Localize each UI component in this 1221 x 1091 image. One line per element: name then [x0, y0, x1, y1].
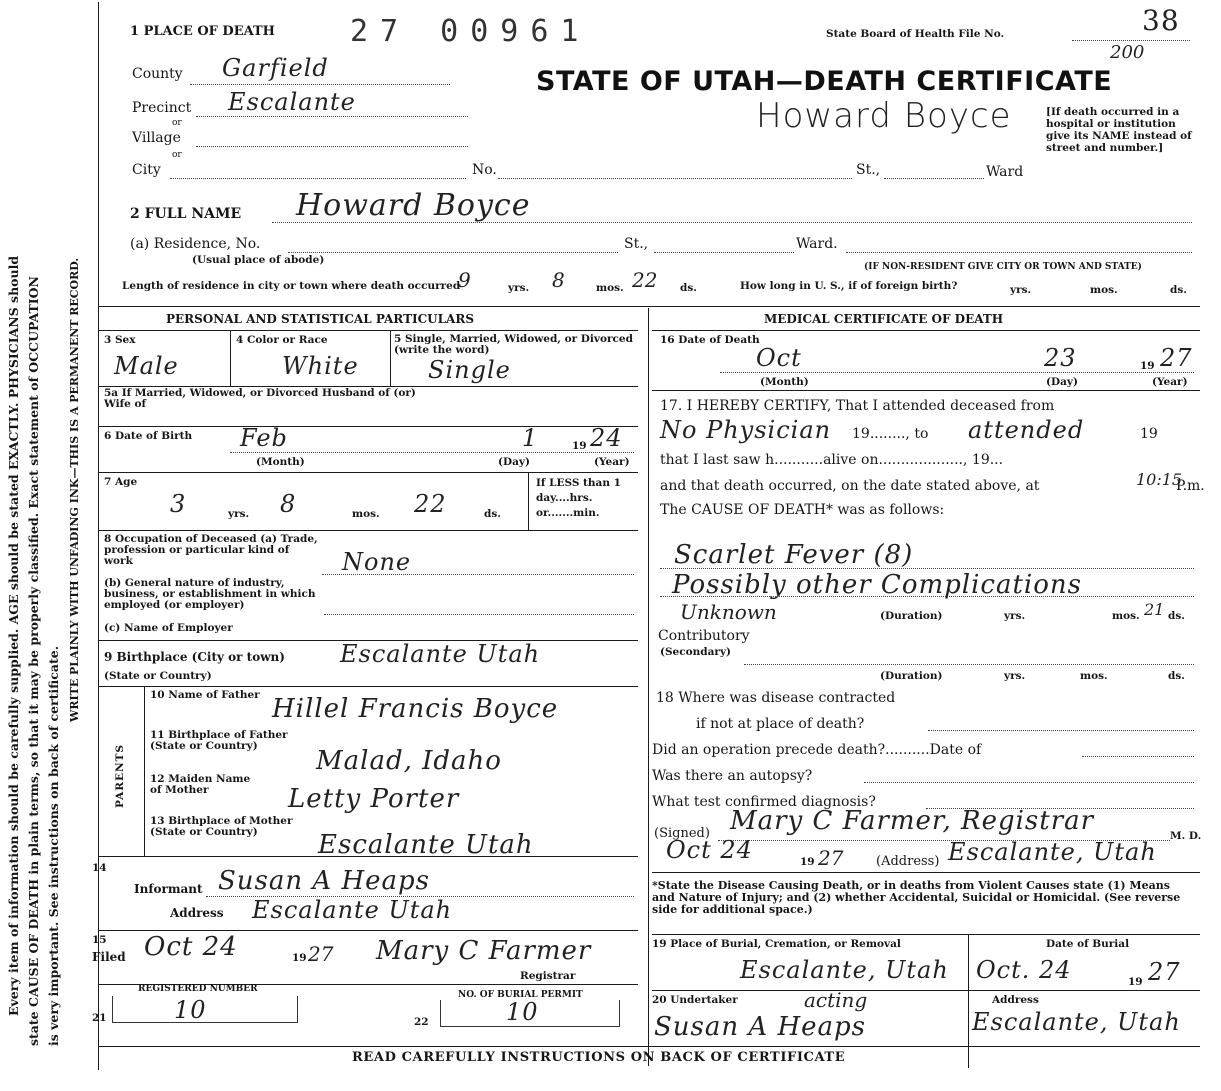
cause-2: Possibly other Complications	[672, 570, 1082, 600]
sex-label: 3 Sex	[104, 334, 136, 346]
city-line	[170, 178, 466, 179]
autopsy-label: Was there an autopsy?	[652, 768, 813, 784]
file-no-extra: 200	[1110, 42, 1145, 63]
length-yrs: 9	[458, 268, 471, 292]
footer-instructions: READ CAREFULLY INSTRUCTIONS ON BACK OF CERTIFICATE	[352, 1050, 846, 1065]
contributory-label: Contributory	[658, 628, 750, 644]
duration-mos-1: mos.	[1112, 610, 1140, 622]
death-date-line	[720, 372, 1194, 373]
duration-yrs-2: yrs.	[1004, 670, 1026, 682]
rule-after-date-of-death	[652, 390, 1200, 391]
informant-address: Escalante Utah	[252, 896, 453, 924]
mother-value: Letty Porter	[288, 784, 460, 814]
age-yrs: 3	[170, 490, 187, 518]
us-residence-label: How long in U. S., if of foreign birth?	[740, 280, 958, 292]
village-line	[196, 146, 468, 147]
filed-year-prefix: 19	[292, 952, 307, 964]
or-label-2: or	[172, 150, 182, 160]
residence-ward-label: Ward.	[796, 236, 838, 252]
registrar-label: Registrar	[520, 970, 576, 982]
medical-section-title: MEDICAL CERTIFICATE OF DEATH	[764, 312, 1004, 326]
color-marital-divider	[390, 330, 391, 386]
if-not-line	[928, 730, 1194, 731]
duration-ds-1: ds.	[1168, 610, 1185, 622]
state-country-label: (State or Country)	[104, 670, 212, 682]
color-label: 4 Color or Race	[236, 334, 328, 346]
informant-value: Susan A Heaps	[218, 866, 430, 896]
certificate-title: STATE OF UTAH—DEATH CERTIFICATE	[536, 66, 1113, 97]
where-contracted-label: 18 Where was disease contracted	[656, 690, 896, 706]
death-day: 23	[1044, 344, 1077, 372]
burial-date-label: Date of Burial	[1046, 938, 1130, 950]
residence-st-label: St.,	[624, 236, 649, 252]
side-note-line-2: state CAUSE OF DEATH in plain terms, so that it may be properly classified. Exact statement of OCCUPATION	[26, 276, 41, 1046]
full-name-value: Howard Boyce	[296, 188, 531, 223]
age-ds-label: ds.	[484, 508, 501, 520]
section-title-rule-left	[98, 330, 638, 331]
footnote: *State the Disease Causing Death, or in deaths from Violent Causes state (1) Means and Nature of Injury; and (2) whether Accidental, Suicidal or Homicidal. (See reverse side for additional space.)	[652, 879, 1181, 916]
filed-registrar: Mary C Farmer	[376, 936, 592, 966]
signed-label: (Signed)	[654, 826, 710, 841]
dob-label: 6 Date of Birth	[104, 430, 193, 442]
rule-after-dob	[98, 472, 638, 473]
duration-ds-2: ds.	[1168, 670, 1185, 682]
spouse-label: 5a If Married, Widowed, or Divorced Husband of (or) Wife of	[104, 387, 416, 410]
header-bottom-rule	[98, 306, 1200, 307]
rule-before-footnote	[652, 872, 1200, 873]
rule-after-age	[98, 530, 638, 531]
age-label: 7 Age	[104, 476, 138, 488]
hospital-note: [If death occurred in a hospital or institution give its NAME instead of street and number.]	[1046, 106, 1192, 154]
signed-date: Oct 24	[666, 836, 753, 864]
county-label: County	[132, 66, 183, 82]
registered-number-label: REGISTERED NUMBER	[138, 984, 258, 994]
death-year: 27	[1160, 344, 1193, 372]
duration-yrs-1: yrs.	[1004, 610, 1026, 622]
rule-after-informant	[98, 930, 638, 931]
precinct-value: Escalante	[228, 88, 356, 116]
age-lessthan-divider	[528, 472, 529, 530]
undertaker-acting: acting	[804, 988, 868, 1012]
industry-line	[324, 614, 634, 615]
city-ward-label: Ward	[986, 164, 1024, 180]
signed-address: Escalante, Utah	[948, 838, 1157, 866]
undertaker-address-label: Address	[992, 994, 1039, 1006]
informant-address-label: Address	[170, 906, 224, 920]
filed-year: 27	[308, 942, 334, 966]
operation-label: Did an operation precede death?..........Date of	[652, 742, 982, 758]
state-board-file-no: 38	[1142, 4, 1180, 37]
registered-number: 10	[174, 996, 207, 1024]
duration-label-2: (Duration)	[880, 670, 943, 682]
death-year-prefix: 19	[1140, 360, 1155, 372]
side-note-margin: WRITE PLAINLY WITH UNFADING INK—THIS IS A PERMANENT RECORD.	[68, 257, 81, 722]
city-st-line	[884, 178, 984, 179]
burial-place-label: 19 Place of Burial, Cremation, or Removal	[652, 938, 901, 950]
sex-color-divider	[230, 330, 231, 386]
dob-month: Feb	[240, 424, 288, 452]
test-label: What test confirmed diagnosis?	[652, 794, 876, 810]
burial-year: 27	[1148, 958, 1181, 986]
cause-2-line	[660, 596, 1194, 597]
rule-after-spouse	[98, 426, 638, 427]
dob-month-label: (Month)	[256, 456, 305, 468]
dob-year-label: (Year)	[594, 456, 630, 468]
signed-value: Mary C Farmer, Registrar	[730, 806, 1095, 836]
residence-st-line	[654, 252, 794, 253]
filed-label: Filed	[92, 950, 126, 964]
age-yrs-label: yrs.	[228, 508, 250, 520]
filed-month-day: Oct 24	[144, 932, 238, 962]
left-border	[98, 2, 99, 1070]
us-ds-label: ds.	[1170, 284, 1187, 296]
side-note-line-3: is very important. See instructions on back of certificate.	[46, 645, 61, 1046]
marital-value: Single	[428, 356, 511, 384]
usual-abode-label: (Usual place of abode)	[192, 254, 325, 266]
undertaker-address: Escalante, Utah	[972, 1008, 1181, 1036]
village-label: Village	[132, 130, 181, 146]
parents-divider	[144, 686, 145, 856]
death-time: 10:15	[1136, 470, 1183, 489]
precinct-line	[196, 116, 468, 117]
or-label-1: or	[172, 118, 182, 128]
burial-year-prefix: 19	[1128, 976, 1143, 988]
section-title-rule-right	[652, 330, 1200, 331]
city-st-label: St.,	[856, 162, 881, 178]
duration-mos-value: 21	[1144, 600, 1165, 619]
nonresident-note: (IF NON-RESIDENT GIVE CITY OR TOWN AND STATE)	[864, 262, 1142, 272]
burial-date-divider	[968, 934, 969, 1068]
burial-permit: 10	[506, 998, 539, 1026]
industry-label: (b) General nature of industry, business, or establishment in which employed (or employer)	[104, 577, 316, 611]
age-mos: 8	[280, 490, 297, 518]
state-board-label: State Board of Health File No.	[826, 28, 1005, 40]
dob-line	[230, 452, 634, 453]
burial-place: Escalante, Utah	[740, 956, 949, 984]
death-month: Oct	[756, 344, 802, 372]
city-no-line	[498, 178, 852, 179]
secondary-label: (Secondary)	[660, 646, 732, 658]
death-time-suffix: P.m.	[1176, 478, 1205, 494]
cause-label: The CAUSE OF DEATH* was as follows:	[660, 502, 945, 518]
mother-label: 12 Maiden Name of Mother	[150, 773, 251, 796]
age-mos-label: mos.	[352, 508, 380, 520]
sex-value: Male	[114, 352, 179, 380]
length-ds-label: ds.	[680, 282, 697, 294]
death-day-label: (Day)	[1046, 376, 1078, 388]
center-divider	[648, 308, 649, 1066]
occupation-value: None	[342, 548, 412, 576]
cause-1: Scarlet Fever (8)	[674, 540, 914, 570]
death-year-label: (Year)	[1152, 376, 1188, 388]
us-mos-label: mos.	[1090, 284, 1118, 296]
precinct-label: Precinct	[132, 100, 192, 116]
attended-19: 19	[1140, 426, 1158, 442]
color-value: White	[282, 352, 359, 380]
birthplace-value: Escalante Utah	[340, 640, 541, 668]
autopsy-line	[864, 782, 1194, 783]
length-residence-label: Length of residence in city or town where death occurred	[122, 280, 461, 292]
certificate-number: 27 00961	[350, 14, 591, 49]
personal-section-title: PERSONAL AND STATISTICAL PARTICULARS	[166, 312, 475, 326]
father-value: Hillel Francis Boyce	[272, 694, 559, 724]
length-mos: 8	[552, 268, 565, 292]
certify-line: 17. I HEREBY CERTIFY, That I attended deceased from	[660, 398, 1055, 414]
county-value: Garfield	[222, 54, 329, 82]
less-than-label: If LESS than 1 day....hrs. or.......min.	[536, 477, 621, 519]
full-name-label: 2 FULL NAME	[130, 206, 242, 222]
employer-label: (c) Name of Employer	[104, 622, 233, 634]
residence-line	[288, 252, 618, 253]
dob-year: 24	[590, 424, 623, 452]
marital-label: 5 Single, Married, Widowed, or Divorced (write the word)	[394, 333, 633, 356]
county-line	[190, 84, 450, 85]
last-saw-line: that I last saw h...........alive on..................., 19...	[660, 452, 1004, 468]
signed-year-prefix: 19	[800, 856, 815, 868]
burial-permit-prefix: 22	[414, 1016, 429, 1028]
md-label: M. D.	[1170, 830, 1202, 842]
hospital-name: Howard Boyce	[756, 96, 1012, 136]
length-yrs-label: yrs.	[508, 282, 530, 294]
occupation-line	[322, 574, 634, 575]
age-ds: 22	[414, 490, 447, 518]
filed-number: 15	[92, 934, 107, 946]
contributory-line	[744, 664, 1194, 665]
attended-to: attended	[968, 416, 1085, 444]
residence-label: (a) Residence, No.	[130, 236, 261, 252]
father-label: 10 Name of Father	[150, 689, 260, 701]
occupation-label: 8 Occupation of Deceased (a) Trade, profession or particular kind of work	[104, 533, 318, 567]
birthplace-label: 9 Birthplace (City or town)	[104, 650, 285, 664]
undertaker-value: Susan A Heaps	[654, 1012, 866, 1042]
us-yrs-label: yrs.	[1010, 284, 1032, 296]
burial-permit-label: NO. OF BURIAL PERMIT	[458, 990, 583, 1000]
signed-year: 27	[818, 846, 844, 870]
father-bp-label: 11 Birthplace of Father (State or Country)	[150, 729, 288, 752]
file-no-line	[1072, 40, 1190, 41]
city-no-label: No.	[472, 162, 497, 178]
cause-3: Unknown	[680, 600, 777, 624]
city-label: City	[132, 162, 161, 178]
cause-1-line	[660, 568, 1194, 569]
death-month-label: (Month)	[760, 376, 809, 388]
residence-ward-line	[846, 252, 1192, 253]
father-bp-value: Malad, Idaho	[316, 746, 502, 776]
informant-label: Informant	[134, 882, 203, 896]
informant-number: 14	[92, 862, 107, 874]
mother-bp-value: Escalante Utah	[318, 830, 534, 860]
dob-day: 1	[522, 424, 539, 452]
mother-bp-label: 13 Birthplace of Mother (State or Country)	[150, 815, 293, 838]
place-of-death-label: 1 PLACE OF DEATH	[130, 24, 275, 39]
bottom-rule	[98, 1046, 1200, 1047]
if-not-label: if not at place of death?	[696, 716, 865, 732]
date-of-death-label: 16 Date of Death	[660, 334, 760, 346]
burial-date: Oct. 24	[976, 956, 1072, 984]
registered-number-prefix: 21	[92, 1012, 107, 1024]
dob-year-prefix: 19	[572, 440, 587, 452]
side-note-line-1: Every item of information should be carefully supplied. AGE should be stated EXACTLY. PHYSICIANS should	[6, 255, 21, 1016]
attended-to-label: 19........, to	[852, 426, 929, 442]
parents-label: PARENTS	[114, 743, 126, 808]
signed-address-label: (Address)	[876, 854, 940, 869]
rule-after-birthplace	[98, 686, 638, 687]
duration-label-1: (Duration)	[880, 610, 943, 622]
attended-from: No Physician	[660, 416, 832, 444]
rule-before-burial	[652, 934, 1200, 935]
duration-mos-2: mos.	[1080, 670, 1108, 682]
rule-before-undertaker	[652, 990, 1200, 991]
length-mos-label: mos.	[596, 282, 624, 294]
death-occurred-line: and that death occurred, on the date stated above, at	[660, 478, 1040, 494]
operation-line	[1082, 756, 1194, 757]
length-ds: 22	[632, 268, 658, 292]
undertaker-label: 20 Undertaker	[652, 994, 738, 1006]
dob-day-label: (Day)	[498, 456, 530, 468]
